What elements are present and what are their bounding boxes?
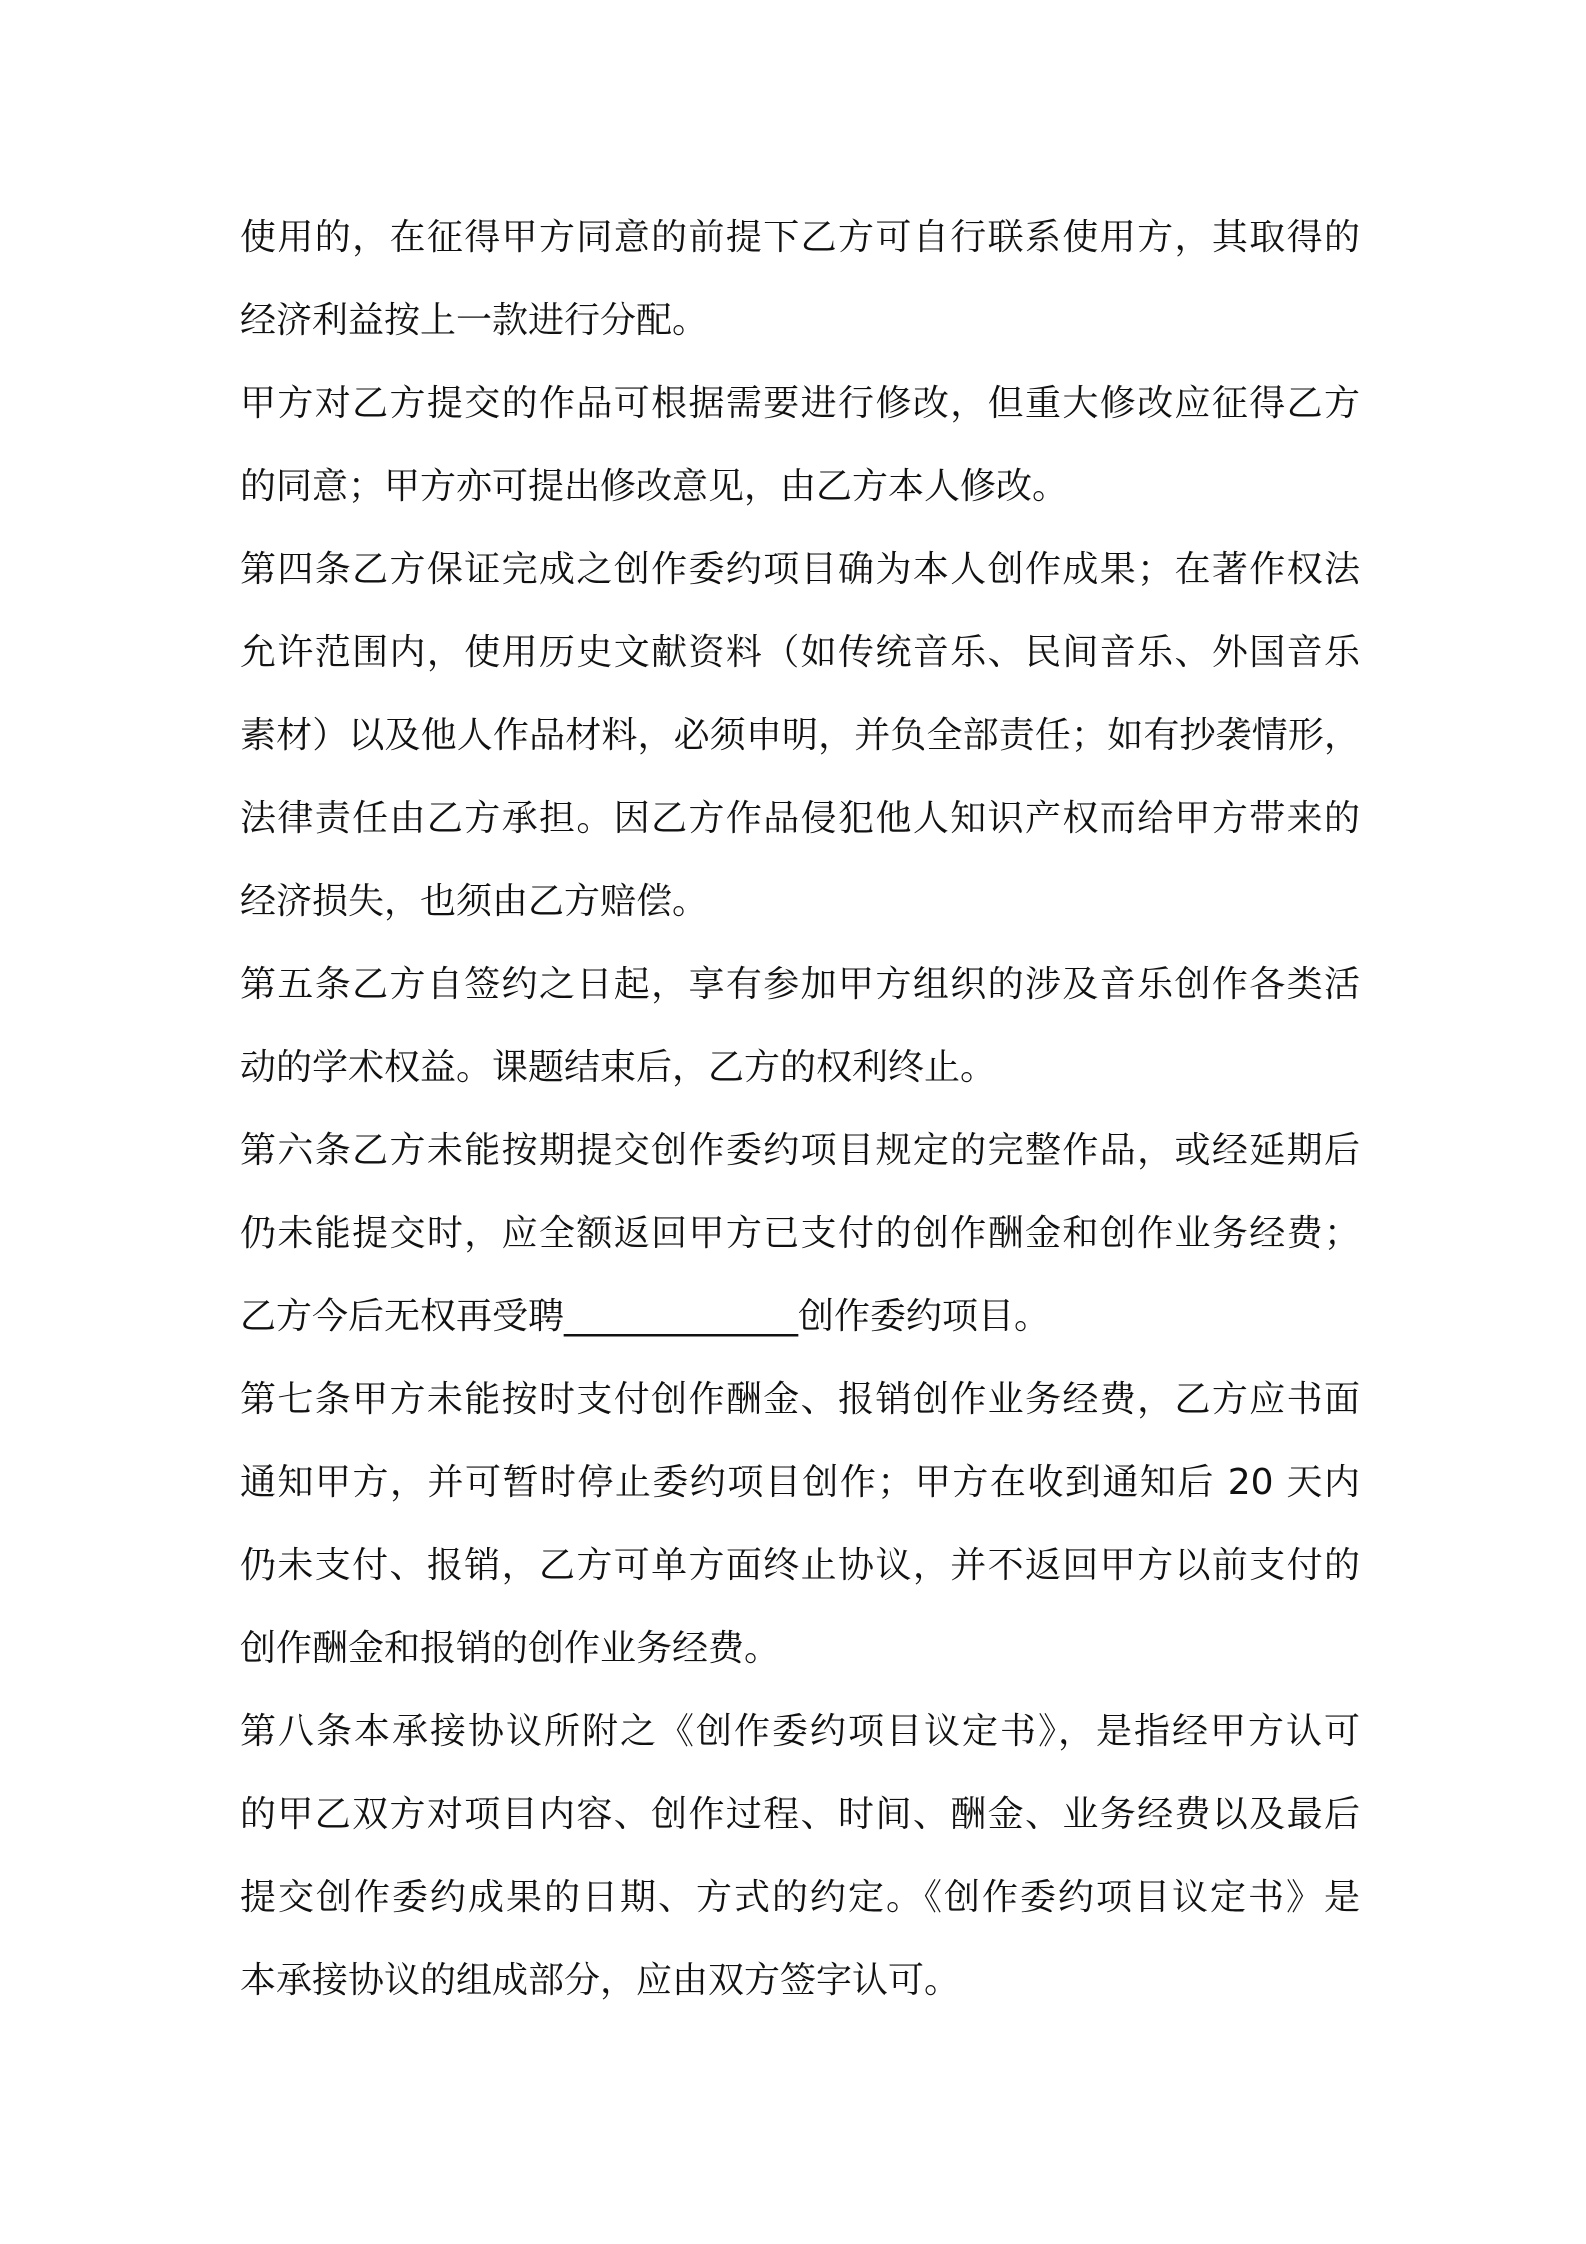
text-line: 乙方今后无权再受聘_____________创作委约项目。 <box>240 1296 1051 1337</box>
text-line: 甲方对乙方提交的作品可根据需要进行修改，但重大修改应征得乙方 <box>240 383 1360 424</box>
document-body <box>240 196 1360 2022</box>
text-line: 仍未能提交时，应全额返回甲方已支付的创作酬金和创作业务经费； <box>240 1213 1360 1254</box>
text-line: 素材）以及他人作品材料，必须申明，并负全部责任；如有抄袭情形， <box>240 715 1360 756</box>
text-line: 通知甲方，并可暂时停止委约项目创作；甲方在收到通知后 20 天内 <box>240 1462 1360 1503</box>
text-line: 第六条乙方未能按期提交创作委约项目规定的完整作品，或经延期后 <box>240 1130 1360 1171</box>
text-line: 动的学术权益。课题结束后，乙方的权利终止。 <box>240 1047 997 1088</box>
text-line: 创作酬金和报销的创作业务经费。 <box>240 1628 781 1669</box>
text-line: 提交创作委约成果的日期、方式的约定。《创作委约项目议定书》是 <box>240 1877 1360 1918</box>
text-line: 的甲乙双方对项目内容、创作过程、时间、酬金、业务经费以及最后 <box>240 1794 1360 1835</box>
text-line: 的同意；甲方亦可提出修改意见，由乙方本人修改。 <box>240 466 1069 507</box>
text-line: 允许范围内，使用历史文献资料（如传统音乐、民间音乐、外国音乐 <box>240 632 1360 673</box>
text-line: 第四条乙方保证完成之创作委约项目确为本人创作成果；在著作权法 <box>240 549 1360 590</box>
text-line: 第八条本承接协议所附之《创作委约项目议定书》，是指经甲方认可 <box>240 1711 1360 1752</box>
text-line: 经济损失，也须由乙方赔偿。 <box>240 881 709 922</box>
text-line: 第七条甲方未能按时支付创作酬金、报销创作业务经费，乙方应书面 <box>240 1379 1360 1420</box>
text-line: 法律责任由乙方承担。因乙方作品侵犯他人知识产权而给甲方带来的 <box>240 798 1360 839</box>
text-line: 本承接协议的组成部分，应由双方签字认可。 <box>240 1960 961 2001</box>
text-line: 使用的，在征得甲方同意的前提下乙方可自行联系使用方，其取得的 <box>240 217 1360 258</box>
text-line: 经济利益按上一款进行分配。 <box>240 300 709 341</box>
text-line: 仍未支付、报销，乙方可单方面终止协议，并不返回甲方以前支付的 <box>240 1545 1360 1586</box>
text-line: 第五条乙方自签约之日起，享有参加甲方组织的涉及音乐创作各类活 <box>240 964 1360 1005</box>
